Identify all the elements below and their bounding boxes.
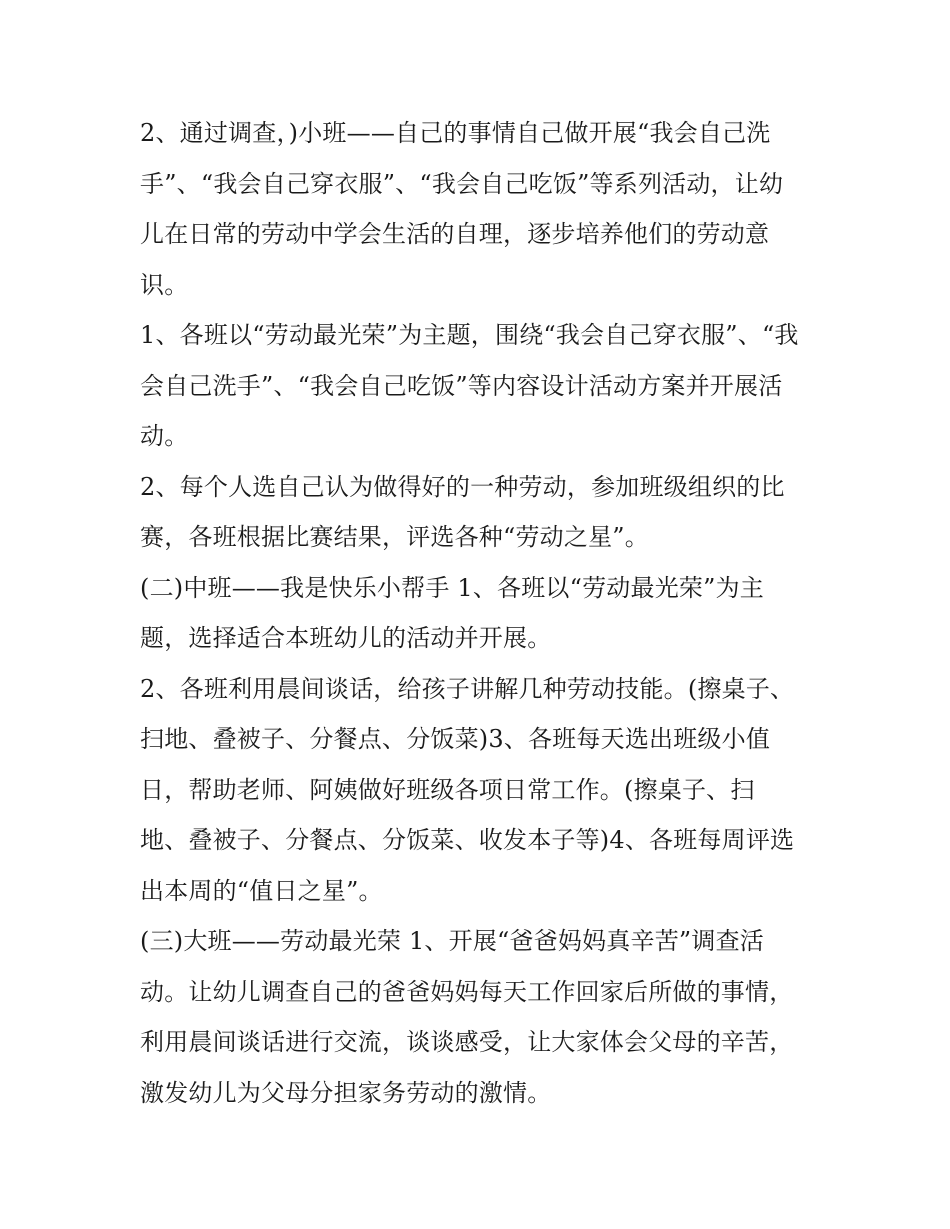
- text-line: 题，选择适合本班幼儿的活动并开展。: [140, 624, 552, 652]
- paragraph-theme-activity: [140, 310, 820, 462]
- document-body: [140, 108, 820, 1118]
- text-line: 识。: [140, 270, 189, 299]
- text-line: 利用晨间谈话进行交流，谈谈感受，让大家体会父母的辛苦，: [140, 1028, 794, 1056]
- paragraph-morning-talk: [140, 664, 820, 917]
- text-line: 2、各班利用晨间谈话，给孩子讲解几种劳动技能。(擦桌子、: [140, 674, 795, 703]
- paragraph-middle-class: [140, 563, 820, 664]
- text-line: (二)中班——我是快乐小帮手 1、各班以“劳动最光荣”为主: [140, 573, 764, 602]
- text-line: 赛，各班根据比赛结果，评选各种“劳动之星”。: [140, 523, 649, 551]
- text-line: 2、每个人选自己认为做得好的一种劳动，参加班级组织的比: [140, 472, 785, 501]
- text-line: 扫地、叠被子、分餐点、分饭菜)3、各班每天选出班级小值: [140, 725, 771, 753]
- text-line: 动。: [140, 422, 189, 450]
- paragraph-big-class: [140, 916, 820, 1118]
- text-line: 地、叠被子、分餐点、分饭菜、收发本子等)4、各班每周评选: [140, 826, 795, 854]
- text-line: 动。让幼儿调查自己的爸爸妈妈每天工作回家后所做的事情，: [140, 977, 794, 1006]
- text-line: 日，帮助老师、阿姨做好班级各项日常工作。(擦桌子、扫: [140, 775, 755, 804]
- text-line: 儿在日常的劳动中学会生活的自理，逐步培养他们的劳动意: [140, 220, 770, 248]
- paragraph-small-class: [140, 108, 820, 310]
- text-line: 2、通过调查，)小班——自己的事情自己做开展“我会自己洗: [140, 119, 771, 147]
- text-line: 1、各班以“劳动最光荣”为主题，围绕“我会自己穿衣服”、“我: [140, 321, 799, 349]
- text-line: 会自己洗手”、“我会自己吃饭”等内容设计活动方案并开展活: [140, 371, 783, 400]
- text-line: (三)大班——劳动最光荣 1、开展“爸爸妈妈真辛苦”调查活: [140, 927, 764, 955]
- paragraph-labor-star: [140, 462, 820, 563]
- text-line: 出本周的“值日之星”。: [140, 876, 383, 905]
- text-line: 手”、“我会自己穿衣服”、“我会自己吃饭”等系列活动，让幼: [140, 169, 784, 198]
- text-line: 激发幼儿为父母分担家务劳动的激情。: [140, 1078, 552, 1107]
